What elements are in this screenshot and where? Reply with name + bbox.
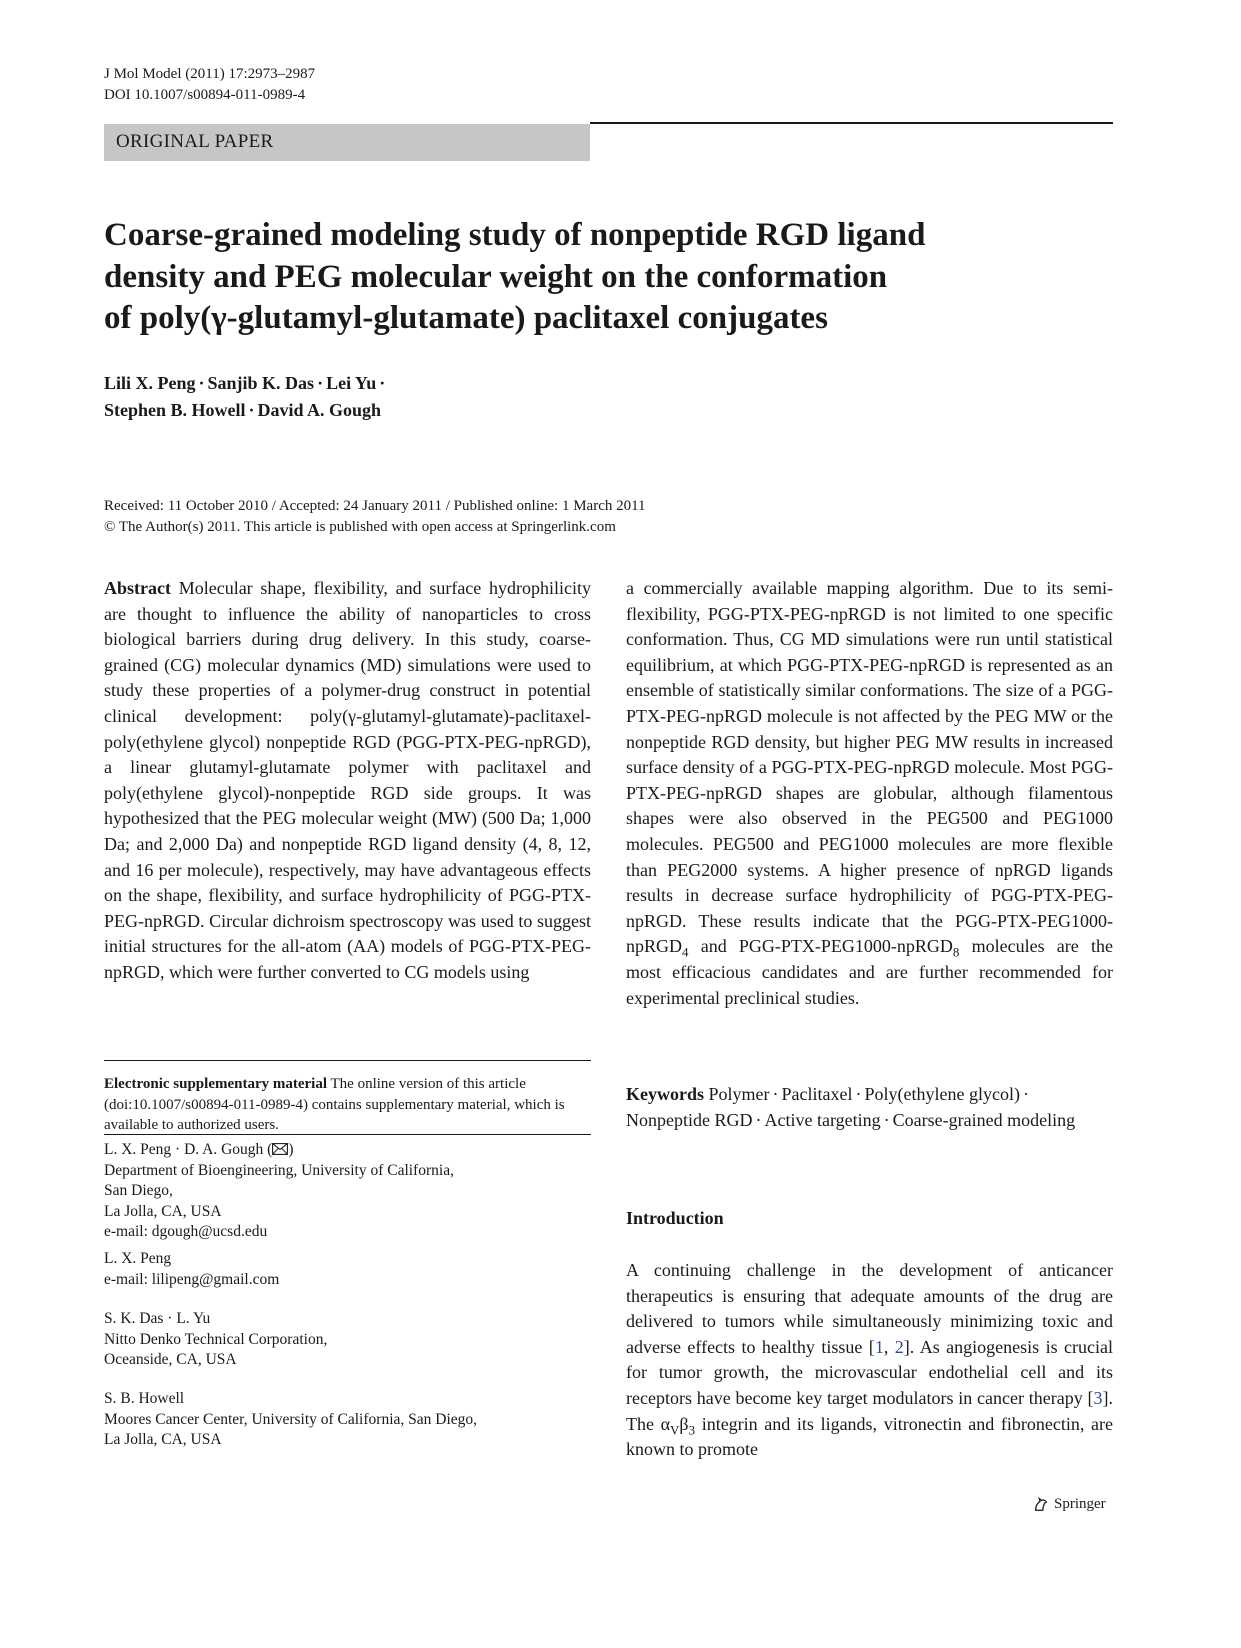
author-line-2: [104, 397, 904, 424]
keyword-separator: ·: [755, 1109, 762, 1130]
author-list: [104, 370, 904, 424]
envelope-icon[interactable]: [272, 1143, 288, 1155]
author-name[interactable]: David A. Gough: [257, 400, 382, 420]
keywords: [626, 1082, 1113, 1133]
journal-citation: J Mol Model (2011) 17:2973–2987: [104, 66, 316, 82]
author-separator: ·: [379, 373, 386, 393]
author-name[interactable]: Lei Yu: [326, 373, 377, 393]
publisher-name: Springer: [1054, 1496, 1106, 1512]
esm-label: Electronic supplementary material: [104, 1076, 328, 1092]
author-separator: ·: [198, 373, 205, 393]
doi-line: DOI 10.1007/s00894-011-0989-4: [104, 87, 306, 103]
journal-header: [104, 64, 315, 106]
abstract-continued: a commercially available mapping algorithm. Due to its semi-flexibility, PGG-PTX-PEG-npRGD is not limited to one specific conformation. Thus, CG MD simulations were run until statistical equilibrium, at which PGG-PTX-PEG-npRGD is represented as an ensemble of statistically similar conformations. The size of a PGG-PTX-PEG-npRGD molecule is not affected by the PEG MW or the nonpeptide RGD density, but higher PEG MW results in increased surface density of a PGG-PTX-PEG-npRGD molecule. Most PGG-PTX-PEG-npRGD shapes are globular, although filamentous shapes were also observed in the PEG500 and PEG1000 molecules. PEG500 and PEG1000 molecules are more flexible than PEG2000 systems. A higher presence of npRGD ligands results in decrease surface hydrophilicity of PGG-PTX-PEG-npRGD. These results indicate that the PGG-PTX-PEG1000-npRGD$_4$ and PGG-PTX-PEG1000-npRGD$_8$ molecules are the most efficacious candidates and are further recommended for experimental preclinical studies.: [626, 578, 1113, 1008]
affiliation-city: Oceanside, CA, USA: [104, 1351, 237, 1368]
abstract-label: Abstract: [104, 578, 171, 598]
affiliation-names: S. B. Howell: [104, 1390, 185, 1407]
affiliation-email[interactable]: e-mail: dgough@ucsd.edu: [104, 1223, 268, 1240]
supplementary-note: [104, 1074, 591, 1136]
affiliation-city: San Diego,: [104, 1182, 173, 1199]
affiliation-department: Department of Bioengineering, University of California,: [104, 1161, 454, 1179]
keyword-separator: ·: [772, 1084, 779, 1104]
introduction-heading: Introduction: [626, 1208, 724, 1228]
abstract-right-column: [626, 576, 1113, 1011]
keyword: Coarse-grained modeling: [892, 1109, 1076, 1130]
author-separator: ·: [317, 373, 324, 393]
affiliation-block-3: [104, 1309, 591, 1371]
esm-rule-bottom: [104, 1134, 591, 1135]
affiliation-organization: Nitto Denko Technical Corporation,: [104, 1330, 328, 1348]
title-line-3: of poly(γ-glutamyl-glutamate) paclitaxel conjugates: [104, 300, 828, 336]
esm-text: The online version of this article (doi:10.1007/s00894-011-0989-4) contains supplementary material, which is available to authorized users.: [104, 1076, 565, 1133]
keywords-label: Keywords: [626, 1084, 704, 1104]
affiliation-names: L. X. Peng · D. A. Gough ( ): [104, 1141, 294, 1158]
affiliation-block-2: [104, 1249, 591, 1290]
citation-link[interactable]: 2: [894, 1336, 904, 1357]
esm-rule-top: [104, 1060, 591, 1061]
category-label: ORIGINAL PAPER: [116, 131, 274, 152]
springer-horse-icon: [1032, 1495, 1050, 1513]
copyright-notice: © The Author(s) 2011. This article is published with open access at Springerlink.com: [104, 519, 616, 535]
keyword-separator: ·: [855, 1084, 862, 1104]
citation-link[interactable]: 3: [1093, 1387, 1103, 1408]
affiliation-city: La Jolla, CA, USA: [104, 1202, 222, 1220]
affiliation-block-4: [104, 1389, 591, 1451]
affiliation-names: L. X. Peng: [104, 1250, 172, 1267]
author-separator: ·: [248, 400, 255, 420]
author-name[interactable]: Lili X. Peng: [104, 373, 196, 393]
abstract-left-column: [104, 576, 591, 986]
article-dates: [104, 496, 1104, 538]
author-name[interactable]: Sanjib K. Das: [207, 373, 315, 393]
keyword: Nonpeptide RGD: [626, 1109, 753, 1130]
affiliation-organization: Moores Cancer Center, University of California, San Diego,: [104, 1410, 478, 1428]
article-history: Received: 11 October 2010 / Accepted: 24 January 2011 / Published online: 1 March 2011: [104, 498, 646, 514]
author-name[interactable]: Stephen B. Howell: [104, 400, 246, 420]
keyword-separator: ·: [883, 1109, 890, 1130]
introduction-body: [626, 1258, 1113, 1463]
header-rule: [590, 122, 1113, 124]
keyword: Polymer: [708, 1084, 770, 1104]
abstract-paragraph: [104, 576, 591, 986]
keyword: Poly(ethylene glycol): [864, 1084, 1020, 1104]
keyword: Paclitaxel: [781, 1084, 853, 1104]
publisher-footer: [1032, 1494, 1106, 1514]
paper-title: [104, 215, 1104, 340]
abstract-text: Molecular shape, flexibility, and surface hydrophilicity are thought to influence the ability of nanoparticles to cross biological barriers during drug delivery. In this study, coarse-grained (CG) molecular dynamics (MD) simulations were used to study these properties of a polymer-drug construct in potential clinical development: poly(γ-glutamyl-glutamate)-paclitaxel-poly(ethylene glycol) nonpeptide RGD (PGG-PTX-PEG-npRGD), a linear glutamyl-glutamate polymer with paclitaxel and poly(ethylene glycol)-nonpeptide RGD side groups. It was hypothesized that the PEG molecular weight (MW) (500 Da; 1,000 Da; and 2,000 Da) and nonpeptide RGD ligand density (4, 8, 12, and 16 per molecule), respectively, may have advantageous effects on the shape, flexibility, and surface hydrophilicity of PGG-PTX-PEG-npRGD. Circular dichroism spectroscopy was used to suggest initial structures for the all-atom (AA) models of PGG-PTX-PEG-npRGD, which were further converted to CG models using: [104, 578, 591, 982]
affiliation-names: S. K. Das · L. Yu: [104, 1310, 211, 1327]
citation-link[interactable]: 1: [874, 1336, 884, 1357]
introduction-paragraph: A continuing challenge in the development of anticancer therapeutics is ensuring that adequate amounts of the drug are delivered to tumors while simultaneously minimizing toxic and adverse effects to healthy tissue [1, 2]. As angiogenesis is crucial for tumor growth, the microvascular endothelial cell and its receptors have become key target modulators in cancer therapy [3]. The $\alpha_V\beta_3$ integrin and its ligands, vitronectin and fibronectin, are known to promote: [626, 1260, 1113, 1460]
affiliation-city: La Jolla, CA, USA: [104, 1431, 222, 1448]
title-line-1: Coarse-grained modeling study of nonpeptide RGD ligand: [104, 217, 926, 253]
title-line-2: density and PEG molecular weight on the conformation: [104, 258, 888, 295]
keyword-separator: ·: [1022, 1084, 1029, 1104]
author-line-1: [104, 370, 904, 397]
affiliation-block-1: [104, 1140, 591, 1243]
keyword: Active targeting: [764, 1109, 881, 1130]
affiliation-email[interactable]: e-mail: lilipeng@gmail.com: [104, 1270, 280, 1288]
